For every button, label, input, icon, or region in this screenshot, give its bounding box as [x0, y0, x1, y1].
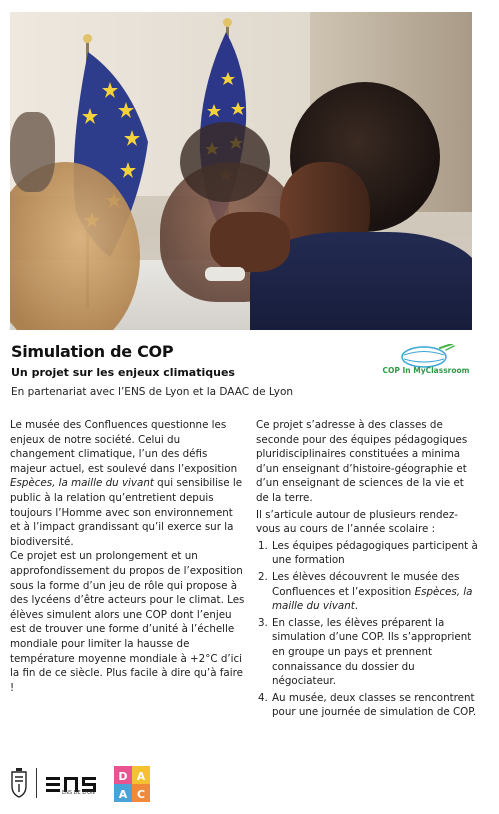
cop-logo-text: COP In MyClassroom [382, 366, 470, 375]
flag-pole-top [223, 18, 232, 27]
flag-pole-top [83, 34, 92, 43]
cop-in-myclassroom-logo [380, 344, 472, 392]
logo-separator [36, 768, 37, 798]
left-paragraph-1 [10, 418, 245, 549]
step-text: Les élèves découvrent le musée des Confluences et l’exposition [272, 570, 460, 598]
ens-lyon-subtext: ENS DE LYON [62, 790, 95, 796]
step-number: 1. [258, 539, 268, 552]
svg-text:D: D [118, 770, 128, 783]
step-text: Au musée, deux classes se rencontrent pour une journée de simulation de COP. [272, 691, 477, 719]
list-item [256, 539, 478, 568]
svg-text:A: A [118, 788, 128, 801]
right-column [256, 418, 478, 720]
title-block [11, 342, 293, 398]
page-title: Simulation de COP [11, 342, 174, 361]
exhibition-name: Espèces, la maille du vivant [10, 477, 154, 490]
steps-list [256, 539, 478, 720]
list-item [256, 691, 478, 720]
right-paragraph-1: Ce projet s’adresse à des classes de seconde pour des équipes pédagogiques pluridisciplinaires constituées a minima d’un enseignant d’histoire-géographie et d’un enseignant de sciences de la vie et de la terre. [256, 419, 468, 504]
partner-line: En partenariat avec l’ENS de Lyon et la DAAC de Lyon [11, 386, 294, 398]
header-photo [10, 12, 472, 330]
page-subtitle: Un projet sur les enjeux climatiques [11, 366, 235, 379]
photo-person-middle-hair [180, 122, 270, 202]
right-paragraph-2: Il s’articule autour de plusieurs rendez-vous au cours de l’année scolaire : [256, 508, 458, 536]
daac-logo-icon [114, 766, 150, 802]
step-number: 3. [258, 616, 268, 629]
step-number: 4. [258, 691, 268, 704]
photo-person-far-left [10, 112, 55, 192]
step-text-end: . [354, 600, 359, 613]
exhibition-name: Espèces, la maille du vivant [272, 585, 473, 613]
list-item [256, 570, 478, 614]
svg-text:A: A [136, 770, 146, 783]
left-para1-text: Le musée des Confluences questionne les enjeux de notre société. Celui du changement climatique, l’un des défis majeur actuel, est soulevé dans l’exposition [10, 419, 238, 475]
photo-person-main-hands [210, 212, 290, 272]
left-para1-text-end: qui sensibilise le public à la relation qu’entretient depuis toujours l’Homme avec son environnement et à l’impact grandissant qu’il exerce sur la biodiversité. [10, 477, 243, 548]
step-text: Les équipes pédagogiques participent à une formation [272, 539, 478, 567]
academie-lyon-crest-icon [10, 768, 28, 798]
left-column [10, 418, 245, 695]
globe-check-icon [380, 344, 472, 368]
svg-text:C: C [136, 788, 146, 801]
left-paragraph-2: Ce projet est un prolongement et un approfondissement du propos de l’exposition sous la forme d’un jeu de rôle qui propose à des lycéens d’être acteurs pour le climat. Les élèves simulent alors une COP dont l’enjeu est de trouver une forme d’unité à l’échelle mondiale pour limiter la hausse de température moyenne mondiale à +2°C d’ici la fin de ce siècle. Plus facile à dire qu’à faire ! [10, 550, 245, 694]
photo-watch [205, 267, 245, 281]
step-number: 2. [258, 570, 268, 583]
step-text: En classe, les élèves préparent la simulation d’une COP. Ils s’approprient en groupe un pays et prennent connaissance du dossier du négociateur. [272, 616, 472, 688]
list-item [256, 616, 478, 689]
